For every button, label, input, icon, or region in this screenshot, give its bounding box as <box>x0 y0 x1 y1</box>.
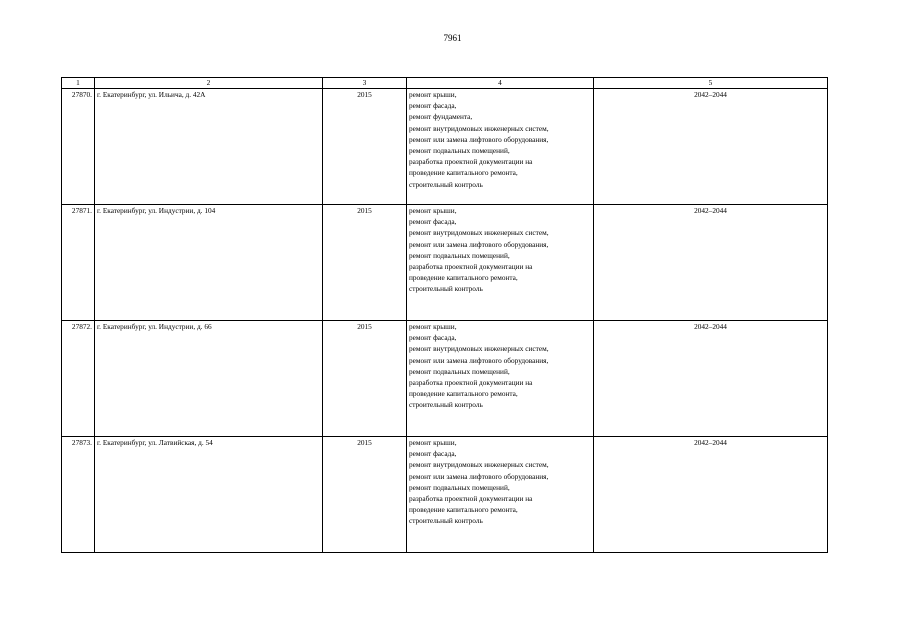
table-row <box>62 89 828 205</box>
work-item: ремонт фасада, <box>409 101 457 111</box>
work-item: ремонт фундамента, <box>409 112 473 122</box>
column-header: 3 <box>323 78 407 89</box>
year-cell: 2015 <box>323 89 407 205</box>
address-cell: г. Екатеринбург, ул. Ильича, д. 42А <box>95 89 323 205</box>
work-item: строительный контроль <box>409 179 483 189</box>
row-number-cell: 27872. <box>62 321 95 437</box>
work-item: ремонт внутридомовых инженерных систем, <box>409 123 549 133</box>
works-cell <box>407 205 594 321</box>
column-header: 4 <box>407 78 594 89</box>
work-item: проведение капитального ремонта, <box>409 505 518 515</box>
row-number-cell: 27871. <box>62 205 95 321</box>
work-item: ремонт внутридомовых инженерных систем, <box>409 228 549 238</box>
address-cell: г. Екатеринбург, ул. Индустрии, д. 66 <box>95 321 323 437</box>
period-cell: 2042–2044 <box>594 437 828 553</box>
year-cell: 2015 <box>323 437 407 553</box>
address-cell: г. Екатеринбург, ул. Латвийская, д. 54 <box>95 437 323 553</box>
work-item: ремонт внутридомовых инженерных систем, <box>409 344 549 354</box>
column-header: 2 <box>95 78 323 89</box>
work-item: разработка проектной документации на <box>409 262 533 272</box>
work-item: ремонт или замена лифтового оборудования, <box>409 134 549 144</box>
work-item: ремонт фасада, <box>409 217 457 227</box>
work-item: проведение капитального ремонта, <box>409 273 518 283</box>
works-cell <box>407 437 594 553</box>
work-item: проведение капитального ремонта, <box>409 168 518 178</box>
table-row <box>62 205 828 321</box>
works-cell <box>407 89 594 205</box>
work-item: ремонт фасада, <box>409 449 457 459</box>
row-number-cell: 27873. <box>62 437 95 553</box>
work-item: ремонт крыши, <box>409 90 457 99</box>
column-header: 1 <box>62 78 95 89</box>
period-cell: 2042–2044 <box>594 321 828 437</box>
period-cell: 2042–2044 <box>594 205 828 321</box>
work-item: разработка проектной документации на <box>409 157 533 167</box>
repair-schedule-table <box>61 77 828 553</box>
work-item: ремонт крыши, <box>409 206 457 215</box>
year-cell: 2015 <box>323 321 407 437</box>
work-item: ремонт или замена лифтового оборудования, <box>409 355 549 365</box>
work-item: ремонт подвальных помещений, <box>409 250 510 260</box>
work-item: разработка проектной документации на <box>409 378 533 388</box>
work-item: ремонт подвальных помещений, <box>409 366 510 376</box>
work-item: разработка проектной документации на <box>409 494 533 504</box>
table-row <box>62 437 828 553</box>
address-cell: г. Екатеринбург, ул. Индустрии, д. 104 <box>95 205 323 321</box>
period-cell: 2042–2044 <box>594 89 828 205</box>
work-item: проведение капитального ремонта, <box>409 389 518 399</box>
table-row <box>62 321 828 437</box>
year-cell: 2015 <box>323 205 407 321</box>
work-item: строительный контроль <box>409 284 483 294</box>
work-item: ремонт или замена лифтового оборудования, <box>409 239 549 249</box>
table-body <box>62 89 828 553</box>
work-item: ремонт подвальных помещений, <box>409 482 510 492</box>
work-item: ремонт или замена лифтового оборудования, <box>409 471 549 481</box>
page-number: 7961 <box>443 33 462 43</box>
table-header-row <box>62 78 828 89</box>
work-item: ремонт фасада, <box>409 333 457 343</box>
works-cell <box>407 321 594 437</box>
work-item: строительный контроль <box>409 400 483 410</box>
column-header: 5 <box>594 78 828 89</box>
work-item: ремонт подвальных помещений, <box>409 146 510 156</box>
work-item: ремонт крыши, <box>409 322 457 331</box>
work-item: ремонт крыши, <box>409 438 457 447</box>
work-item: строительный контроль <box>409 516 483 526</box>
row-number-cell: 27870. <box>62 89 95 205</box>
work-item: ремонт внутридомовых инженерных систем, <box>409 460 549 470</box>
